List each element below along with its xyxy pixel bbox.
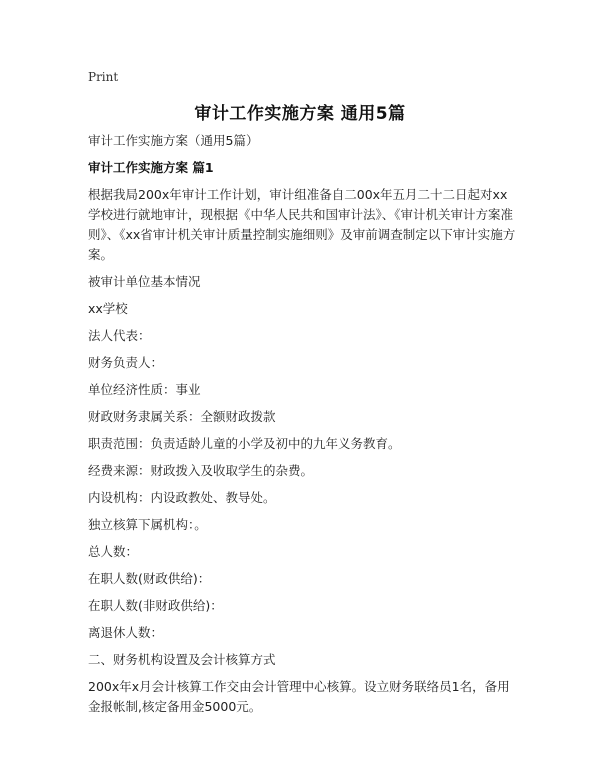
paragraph-finance-head: 财务负责人： xyxy=(88,355,164,370)
paragraph-staff-funded: 在职人数(财政供给)： xyxy=(88,571,211,586)
paragraph-economic-nature: 单位经济性质：事业 xyxy=(88,382,201,397)
paragraph-school-name: xx学校 xyxy=(88,301,128,316)
paragraph-basic-info: 被审计单位基本情况 xyxy=(88,274,201,289)
paragraph-funding: 经费来源：财政拨入及收取学生的杂费。 xyxy=(88,463,314,478)
paragraph-subsidiaries: 独立核算下属机构：。 xyxy=(88,517,207,532)
paragraph-scope: 职责范围：负责适龄儿童的小学及初中的九年义务教育。 xyxy=(88,436,401,451)
paragraph-legal-rep: 法人代表： xyxy=(88,328,151,343)
paragraph-total-staff: 总人数： xyxy=(88,544,139,559)
print-label: Print xyxy=(88,70,119,84)
paragraph-accounting: 200x年x月会计核算工作交由会计管理中心核算。设立财务联络员1名，备用金报帐制,核定备用金5000元。 xyxy=(88,679,510,714)
section-heading: 审计工作实施方案 篇1 xyxy=(88,160,214,175)
paragraph-retired: 离退休人数： xyxy=(88,625,164,640)
paragraph-internal-org: 内设机构：内设政教处、教导处。 xyxy=(88,490,276,505)
document-title: 审计工作实施方案 通用5篇 xyxy=(194,104,406,124)
document-body xyxy=(88,131,518,724)
paragraph-staff-nonfunded: 在职人数(非财政供给)： xyxy=(88,598,223,613)
paragraph-affiliation: 财政财务隶属关系：全额财政拨款 xyxy=(88,409,276,424)
intro-paragraph: 根据我局200x年审计工作计划，审计组准备自二00x年五月二十二日起对xx学校进行就地审计，现根据《中华人民共和国审计法》、《审计机关审计方案准则》、《xx省审计机关审计质量控制实施细则》及审前调查制定以下审计实施方案。 xyxy=(88,187,516,262)
document-subtitle: 审计工作实施方案（通用5篇） xyxy=(88,133,259,148)
paragraph-section-two: 二、财务机构设置及会计核算方式 xyxy=(88,652,276,667)
